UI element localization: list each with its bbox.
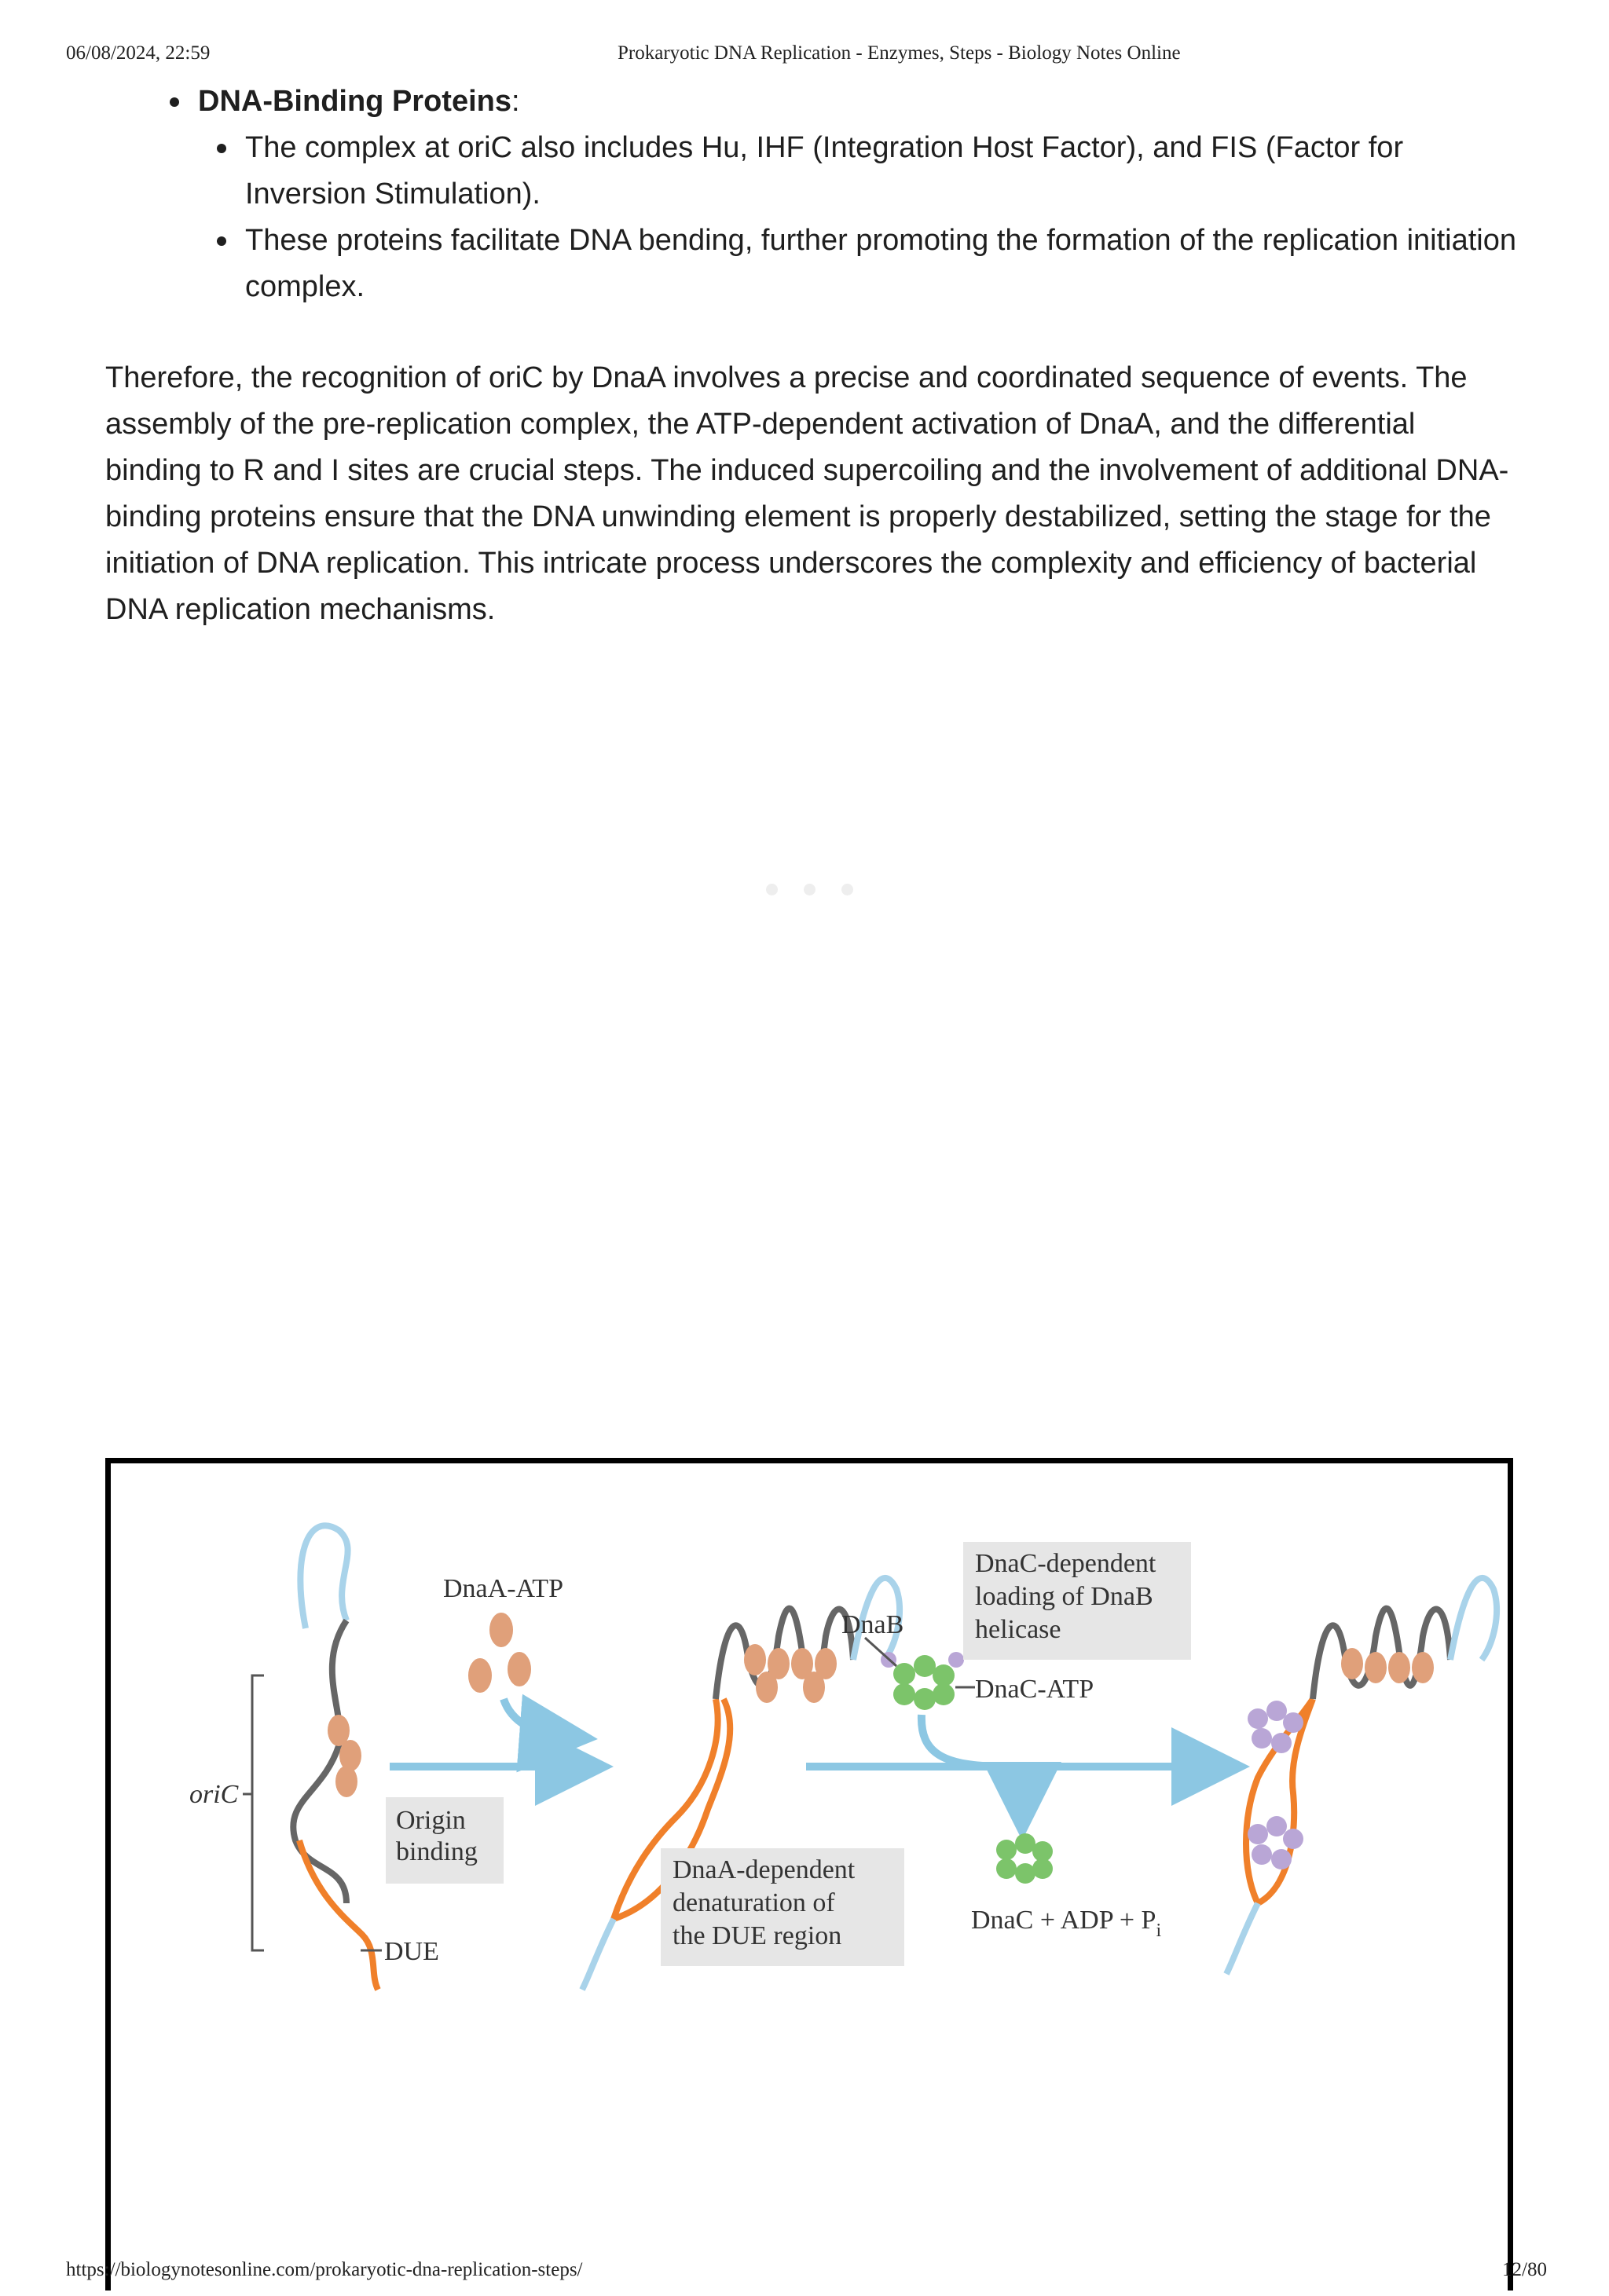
print-url: https://biologynotesonline.com/prokaryotic-dna-replication-steps/ [66, 2259, 583, 2280]
loading-dots-icon [766, 884, 879, 899]
origin-binding-label: Origin [396, 1806, 466, 1835]
bullet-item-dna-binding-proteins [198, 79, 1549, 310]
dna-strand [293, 1620, 346, 1903]
dna-strand [1313, 1609, 1450, 1699]
sub-bullet-item: These proteins facilitate DNA bending, further promoting the formation of the replication initiation complex. [245, 218, 1518, 310]
denaturation-label: DnaA-dependent [673, 1855, 856, 1884]
figure-diagram [111, 1463, 1508, 2296]
denaturation-label: the DUE region [673, 1921, 842, 1950]
dnaa-atp-icon [468, 1658, 492, 1693]
dnac-release-icon [996, 1833, 1053, 1884]
replication-initiation-figure [105, 1458, 1513, 2291]
helicase-loading-label: helicase [975, 1615, 1061, 1644]
bullet-heading-colon: : [511, 85, 520, 118]
dnab-helicase-icon [881, 1652, 964, 1710]
page-number: 12/80 [1502, 2259, 1547, 2280]
dnaa-protein-icon [335, 1766, 357, 1797]
dnab-label: DnaB [841, 1610, 904, 1639]
products-label: DnaC + ADP + $P_i$ [971, 1906, 1162, 1941]
print-title: Prokaryotic DNA Replication - Enzymes, Steps - Biology Notes Online [618, 42, 1181, 64]
helicase-loading-label: loading of DnaB [975, 1582, 1153, 1611]
dnaa-atp-icon [489, 1613, 513, 1647]
sub-bullet-list [198, 125, 1549, 310]
due-label: DUE [384, 1937, 439, 1966]
dnaa-atp-icon [508, 1652, 531, 1686]
dnaa-protein-icon [339, 1740, 361, 1771]
oric-label: oriC [189, 1780, 239, 1809]
bullet-heading: DNA-Binding Proteins [198, 85, 511, 118]
oric-bracket [252, 1675, 264, 1950]
helicase-loading-label: DnaC-dependent [975, 1549, 1156, 1578]
bullet-list [198, 79, 1549, 310]
dnaa-atp-label: DnaA-ATP [443, 1574, 563, 1603]
sub-bullet-item: The complex at oriC also includes Hu, IHF (Integration Host Factor), and FIS (Factor for Inversion Stimulation). [245, 125, 1518, 218]
dna-strand-light [300, 1525, 347, 1628]
origin-binding-label: binding [396, 1837, 478, 1866]
summary-paragraph: Therefore, the recognition of oriC by DnaA involves a precise and coordinated sequence of events. The assembly of the pre-replication complex, the ATP-dependent activation of DnaA, and the differential binding to R and I sites are crucial steps. The induced supercoiling and the involvement of additional DNA-binding proteins ensure that the DNA unwinding element is properly destabilized, setting the stage for the initiation of DNA replication. This intricate process underscores the complexity and efficiency of bacterial DNA replication mechanisms. [105, 361, 1509, 626]
print-datetime: 06/08/2024, 22:59 [66, 42, 211, 64]
denaturation-label: denaturation of [673, 1888, 835, 1917]
dnac-atp-label: DnaC-ATP [975, 1675, 1094, 1704]
